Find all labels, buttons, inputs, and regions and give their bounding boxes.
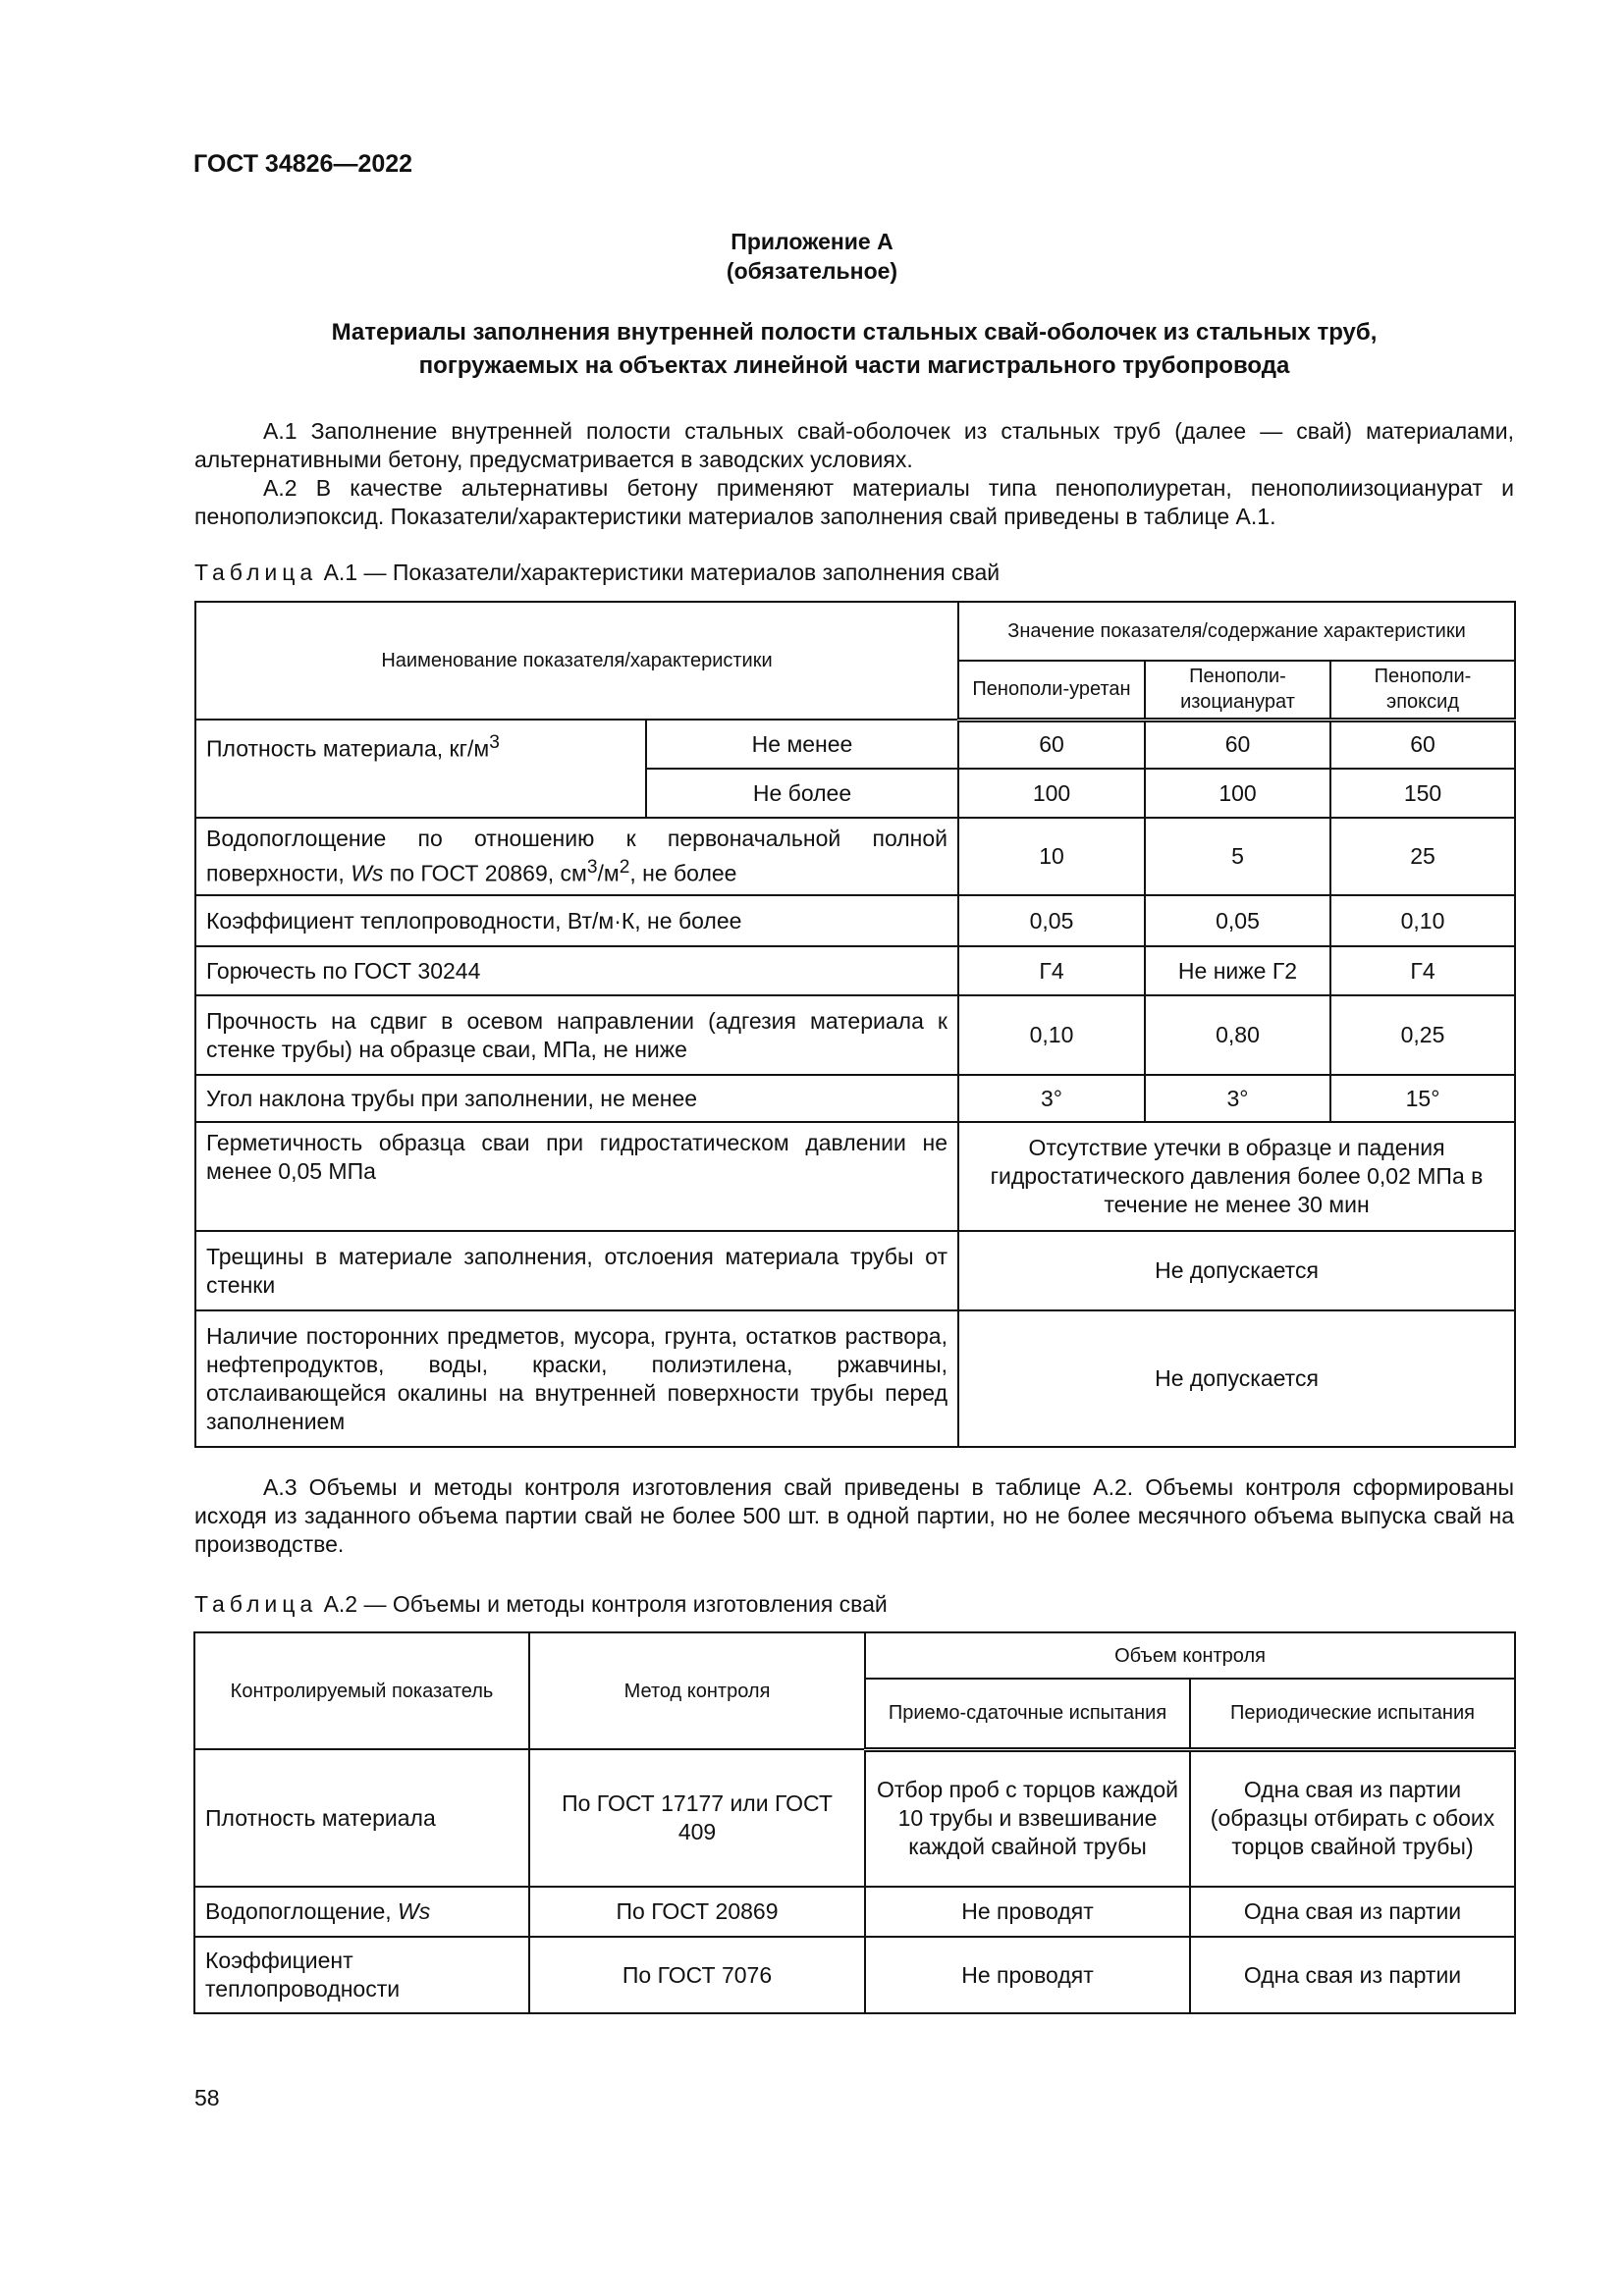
t: Ws [398, 1898, 431, 1924]
t: /м [597, 860, 620, 886]
t: 3 [586, 857, 598, 879]
row-label: Трещины в материале заполнения, отслоения материала трубы от стенки [195, 1231, 958, 1310]
intro-paragraphs [194, 417, 1514, 531]
row-label: Угол наклона трубы при заполнении, не менее [195, 1075, 958, 1122]
min-label: Не менее [646, 720, 958, 769]
row-label: Наличие посторонних предметов, мусора, грунта, остатков раствора, нефтепродуктов, воды, краски, полиэтилена, ржавчины, отслаивающейся окалины на внутренней поверхности трубы перед заполнением [195, 1310, 958, 1447]
t: , не более [629, 860, 737, 886]
header-cell: Контролируемый показатель [194, 1632, 529, 1749]
cell: По ГОСТ 20869 [529, 1887, 865, 1937]
cell: 0,25 [1330, 995, 1515, 1075]
materials-table [194, 601, 1516, 1448]
document-title [196, 316, 1512, 383]
document-header: ГОСТ 34826—2022 [193, 150, 413, 178]
cell: 25 [1330, 818, 1515, 895]
table2-caption [194, 1591, 888, 1618]
appendix-title: Приложение А [731, 229, 893, 254]
cell: 60 [958, 720, 1145, 769]
cell: 150 [1330, 769, 1515, 818]
paragraph-a3 [194, 1473, 1514, 1559]
paragraph-text: А.3 Объемы и методы контроля изготовления свай приведены в таблице А.2. Объемы контроля сформированы исходя из заданного объема партии свай не более 500 шт. в одной партии, но не более месячного объема выпуска свай на производстве. [194, 1474, 1514, 1557]
water-label [195, 818, 958, 895]
density-label [195, 720, 646, 818]
t: Водопоглощение, [205, 1898, 399, 1924]
merged-cell: Не допускается [958, 1310, 1515, 1447]
cell: 60 [1145, 720, 1330, 769]
cell: 0,05 [958, 895, 1145, 946]
cell [194, 1887, 529, 1937]
cell: Г4 [958, 946, 1145, 995]
cell: По ГОСТ 7076 [529, 1937, 865, 2013]
header-cell: Объем контроля [865, 1632, 1515, 1679]
cell: 0,10 [1330, 895, 1515, 946]
cell: По ГОСТ 17177 или ГОСТ 409 [529, 1749, 865, 1887]
cell: 3° [1145, 1075, 1330, 1122]
t: по ГОСТ 20869, см [383, 860, 587, 886]
cell: Не ниже Г2 [1145, 946, 1330, 995]
cell: 5 [1145, 818, 1330, 895]
cell: Не проводят [865, 1887, 1190, 1937]
cell: 60 [1330, 720, 1515, 769]
label: Плотность материала, кг/м [206, 735, 490, 762]
row-label: Горючесть по ГОСТ 30244 [195, 946, 958, 995]
page-number: 58 [194, 2085, 220, 2110]
max-label: Не более [646, 769, 958, 818]
merged-cell: Отсутствие утечки в образце и падения гидростатического давления более 0,02 МПа в течение не менее 30 мин [958, 1122, 1515, 1231]
cell: Одна свая из партии [1190, 1937, 1515, 2013]
caption-text: А.1 — Показатели/характеристики материалов заполнения свай [317, 560, 1001, 585]
cell: Не проводят [865, 1937, 1190, 2013]
header-col: Пенополи-изоцианурат [1145, 661, 1330, 720]
cell: 0,05 [1145, 895, 1330, 946]
t: Ws [351, 860, 384, 886]
header-cell: Приемо-сдаточные испытания [865, 1679, 1190, 1749]
cell: 100 [958, 769, 1145, 818]
paragraph-a2: А.2 В качестве альтернативы бетону применяют материалы типа пенополиуретан, пенополиизоцианурат и пенополиэпоксид. Показатели/характеристики материалов заполнения свай приведены в таблице А.1. [194, 475, 1514, 529]
header-value: Значение показателя/содержание характеристики [958, 602, 1515, 661]
cell: 100 [1145, 769, 1330, 818]
cell: Одна свая из партии [1190, 1887, 1515, 1937]
sup: 3 [489, 732, 500, 753]
cell: 0,80 [1145, 995, 1330, 1075]
cell: 3° [958, 1075, 1145, 1122]
cell: Отбор проб с торцов каждой 10 трубы и взвешивание каждой свайной трубы [865, 1749, 1190, 1887]
caption-prefix: Таблица [194, 560, 318, 585]
cell: 10 [958, 818, 1145, 895]
row-label: Прочность на сдвиг в осевом направлении (адгезия материала к стенке трубы) на образце сваи, МПа, не ниже [195, 995, 958, 1075]
appendix-status: (обязательное) [726, 258, 898, 284]
cell: Одна свая из партии (образцы отбирать с обоих торцов свайной трубы) [1190, 1749, 1515, 1887]
title-line: Материалы заполнения внутренней полости стальных свай-оболочек из стальных труб, [331, 319, 1378, 346]
row-label: Коэффициент теплопроводности, Вт/м·К, не более [195, 895, 958, 946]
header-col: Пенополи-эпоксид [1330, 661, 1515, 720]
merged-cell: Не допускается [958, 1231, 1515, 1310]
cell: Плотность материала [194, 1749, 529, 1887]
header-col: Пенополи-уретан [958, 661, 1145, 720]
header-cell: Периодические испытания [1190, 1679, 1515, 1749]
paragraph-a1: А.1 Заполнение внутренней полости стальных свай-оболочек из стальных труб (далее — свай) материалами, альтернативными бетону, предусматривается в заводских условиях. [194, 418, 1514, 472]
row-label: Герметичность образца сваи при гидростатическом давлении не менее 0,05 МПа [195, 1122, 958, 1231]
caption-prefix: Таблица [194, 1591, 318, 1617]
title-line: погружаемых на объектах линейной части магистрального трубопровода [418, 352, 1290, 379]
cell: Коэффициент теплопроводности [194, 1937, 529, 2013]
cell: Г4 [1330, 946, 1515, 995]
cell: 0,10 [958, 995, 1145, 1075]
cell: 15° [1330, 1075, 1515, 1122]
table1-caption [194, 560, 1000, 586]
header-cell: Метод контроля [529, 1632, 865, 1749]
control-table [193, 1631, 1516, 2014]
caption-text: А.2 — Объемы и методы контроля изготовления свай [317, 1591, 888, 1617]
t: Водопоглощение по отношению к первоначальной полной поверхности, [206, 826, 947, 886]
header-name: Наименование показателя/характеристики [195, 602, 958, 720]
t: 2 [619, 857, 630, 879]
